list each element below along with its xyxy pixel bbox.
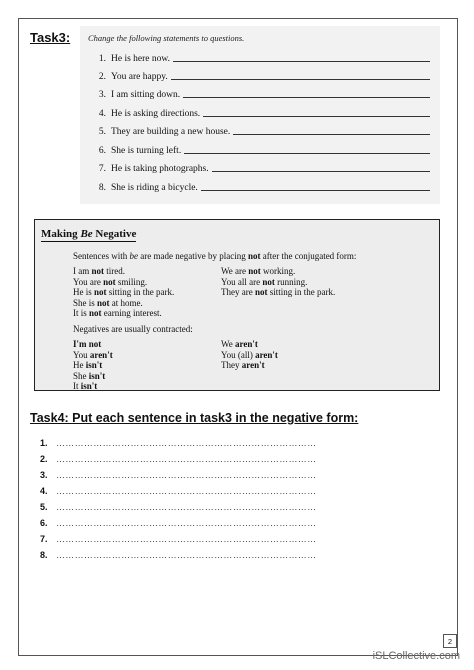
answer-number: 8. — [40, 550, 48, 560]
question-row — [90, 86, 430, 100]
contracted-line: She isn't — [73, 370, 106, 381]
example-line: I am not tired. — [73, 266, 126, 276]
answer-row[interactable] — [40, 450, 320, 464]
question-row — [90, 160, 430, 174]
question-text: They are building a new house. — [111, 127, 231, 137]
contracted-line: It isn't — [73, 381, 98, 392]
contracted-line: You aren't — [73, 349, 113, 360]
example-line: He is not sitting in the park. — [73, 287, 175, 298]
answer-dots[interactable]: ………………………………………………………………………… — [56, 438, 317, 448]
question-row — [90, 179, 430, 193]
example-line: You all are not running. — [221, 276, 308, 287]
task3-instruction: Change the following statements to questions. — [88, 33, 245, 43]
answer-row[interactable] — [40, 466, 320, 480]
question-text: She is turning left. — [111, 146, 182, 156]
page-number: 2 — [443, 634, 457, 648]
question-number: 4. — [98, 109, 106, 119]
answer-dots[interactable]: ………………………………………………………………………… — [56, 534, 317, 544]
answer-line[interactable] — [173, 61, 430, 62]
question-number: 7. — [98, 164, 106, 174]
example-list-right — [221, 266, 335, 298]
question-row — [90, 105, 430, 119]
answer-line[interactable] — [171, 79, 430, 80]
example-line: It is not earning interest. — [73, 308, 162, 319]
answer-dots[interactable]: ………………………………………………………………………… — [56, 470, 317, 480]
answer-row[interactable] — [40, 498, 320, 512]
grammar-box-title: Making Be Negative — [41, 228, 137, 240]
answer-line[interactable] — [201, 190, 430, 191]
question-text: He is taking photographs. — [111, 164, 209, 174]
question-number: 2. — [98, 72, 106, 82]
question-text: You are happy. — [111, 72, 168, 82]
answer-line[interactable] — [184, 153, 430, 154]
question-number: 3. — [98, 90, 106, 100]
answer-dots[interactable]: ………………………………………………………………………… — [56, 454, 317, 464]
answer-row[interactable] — [40, 514, 320, 528]
answer-dots[interactable]: ………………………………………………………………………… — [56, 550, 317, 560]
answer-dots[interactable]: ………………………………………………………………………… — [56, 486, 317, 496]
contracted-line: You (all) aren't — [221, 349, 278, 360]
answer-dots[interactable]: ………………………………………………………………………… — [56, 518, 317, 528]
question-number: 1. — [98, 54, 106, 64]
answer-number: 1. — [40, 438, 48, 448]
question-number: 8. — [98, 183, 106, 193]
contracted-list-left — [73, 339, 113, 392]
answer-line[interactable] — [233, 134, 430, 135]
question-number: 6. — [98, 146, 106, 156]
answer-row[interactable] — [40, 530, 320, 544]
contracted-line: They aren't — [221, 360, 265, 371]
example-line: We are not working. — [221, 266, 296, 276]
question-text: I am sitting down. — [111, 90, 181, 100]
watermark: iSLCollective.com — [372, 650, 460, 662]
contracted-line: We aren't — [221, 339, 258, 349]
question-text: He is here now. — [111, 54, 171, 64]
example-list-left — [73, 266, 174, 319]
answer-line[interactable] — [183, 97, 430, 98]
answer-row[interactable] — [40, 434, 320, 448]
question-row — [90, 50, 430, 64]
contracted-line: I'm not — [73, 339, 102, 349]
grammar-intro: Sentences with be are made negative by placing not after the conjugated form: — [73, 251, 357, 261]
answer-dots[interactable]: ………………………………………………………………………… — [56, 502, 317, 512]
example-line: You are not smiling. — [73, 276, 148, 287]
task4-title: Task4: Put each sentence in task3 in the negative form: — [30, 411, 359, 425]
answer-number: 3. — [40, 470, 48, 480]
question-number: 5. — [98, 127, 106, 137]
answer-number: 7. — [40, 534, 48, 544]
question-text: She is riding a bicycle. — [111, 183, 198, 193]
answer-row[interactable] — [40, 482, 320, 496]
task3-box — [80, 26, 440, 204]
example-line: She is not at home. — [73, 297, 143, 308]
grammar-box — [34, 219, 440, 391]
question-text: He is asking directions. — [111, 109, 201, 119]
answer-row[interactable] — [40, 546, 320, 560]
answer-number: 4. — [40, 486, 48, 496]
answer-line[interactable] — [203, 116, 430, 117]
answer-number: 6. — [40, 518, 48, 528]
contracted-intro: Negatives are usually contracted: — [73, 324, 193, 334]
question-row — [90, 123, 430, 137]
task3-title: Task3: — [30, 30, 71, 45]
example-line: They are not sitting in the park. — [221, 287, 336, 298]
answer-line[interactable] — [212, 171, 430, 172]
question-row — [90, 68, 430, 82]
contracted-list-right — [221, 339, 278, 371]
answer-number: 5. — [40, 502, 48, 512]
contracted-line: He isn't — [73, 360, 103, 371]
answer-number: 2. — [40, 454, 48, 464]
question-row — [90, 142, 430, 156]
